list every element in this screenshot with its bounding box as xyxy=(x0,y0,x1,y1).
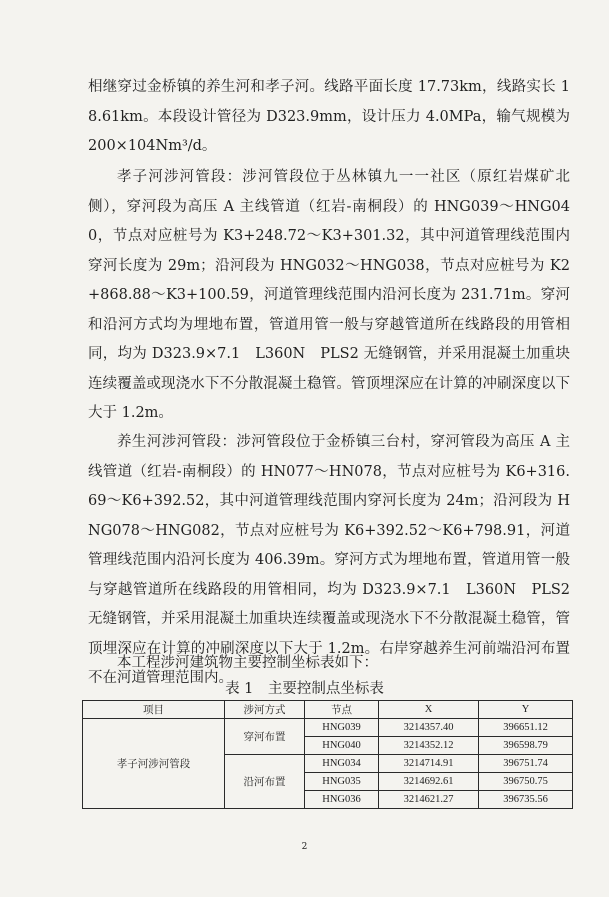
y-cell: 396735.56 xyxy=(479,791,573,809)
x-cell: 3214692.61 xyxy=(379,773,479,791)
paragraph-xiaozi-river-section: 孝子河涉河管段：涉河管段位于丛林镇九一一社区（原红岩煤矿北侧），穿河段为高压 A 主线管道（红岩-南桐段）的 HNG039～HNG040，节点对应桩号为 K3+248.72～K3+301.32，其中河道管理线范围内穿河长度为 29m；沿河段为 HNG032～HNG038，节点对应桩号为 K2+868.88～K3+100.59，河道管理线范围内沿河长度为 231.71m。穿河和沿河方式均为埋地布置，管道用管一般与穿越管道所在线路段的用管相同，均为 D323.9×7.1 L360N PLS2 无缝钢管，并采用混凝土加重块连续覆盖或现浇水下不分散混凝土稳管。管顶埋深应在计算的冲刷深度以下大于 1.2m。 xyxy=(88,169,570,421)
y-cell: 396751.74 xyxy=(479,755,573,773)
y-cell: 396598.79 xyxy=(479,737,573,755)
page-number: 2 xyxy=(301,842,308,852)
paragraph-route-summary: 相继穿过金桥镇的养生河和孝子河。线路平面长度 17.73km，线路实长 18.61km。本段设计管径为 D323.9mm，设计压力 4.0MPa，输气规模为 200×104Nm³/d。 xyxy=(88,79,570,154)
header-x: X xyxy=(379,701,479,719)
node-cell: HNG035 xyxy=(305,773,379,791)
method-cell-crossing: 穿河布置 xyxy=(225,719,305,755)
header-method: 涉河方式 xyxy=(225,701,305,719)
x-cell: 3214357.40 xyxy=(379,719,479,737)
paragraph-table-intro: 本工程涉河建筑物主要控制坐标表如下： xyxy=(117,655,378,671)
control-point-table xyxy=(82,700,573,809)
y-cell: 396651.12 xyxy=(479,719,573,737)
header-project: 项目 xyxy=(83,701,225,719)
header-y: Y xyxy=(479,701,573,719)
section-cell: 孝子河涉河管段 xyxy=(83,719,225,809)
x-cell: 3214352.12 xyxy=(379,737,479,755)
y-cell: 396750.75 xyxy=(479,773,573,791)
x-cell: 3214621.27 xyxy=(379,791,479,809)
x-cell: 3214714.91 xyxy=(379,755,479,773)
node-cell: HNG040 xyxy=(305,737,379,755)
method-cell-along: 沿河布置 xyxy=(225,755,305,809)
table-row xyxy=(83,719,573,737)
node-cell: HNG034 xyxy=(305,755,379,773)
paragraph-yangsheng-river-section: 养生河涉河管段：涉河管段位于金桥镇三台村，穿河管段为高压 A 主线管道（红岩-南桐段）的 HN077～HN078，节点对应桩号为 K6+316.69～K6+392.52，其中河道管理线范围内穿河长度为 24m；沿河段为 HNG078～HNG082，节点对应桩号为 K6+392.52～K6+798.91，河道管理线范围内沿河长度为 406.39m。穿河方式为埋地布置，管道用管一般与穿越管道所在线路段的用管相同，均为 D323.9×7.1 L360N PLS2 无缝钢管，并采用混凝土加重块连续覆盖或现浇水下不分散混凝土稳管，管顶埋深应在计算的冲刷深度以下大于 1.2m。右岸穿越养生河前端沿河布置不在河道管理范围内。 xyxy=(88,434,570,686)
table-header-row xyxy=(83,701,573,719)
table-caption: 表 1 主要控制点坐标表 xyxy=(225,681,384,697)
node-cell: HNG039 xyxy=(305,719,379,737)
node-cell: HNG036 xyxy=(305,791,379,809)
header-node: 节点 xyxy=(305,701,379,719)
